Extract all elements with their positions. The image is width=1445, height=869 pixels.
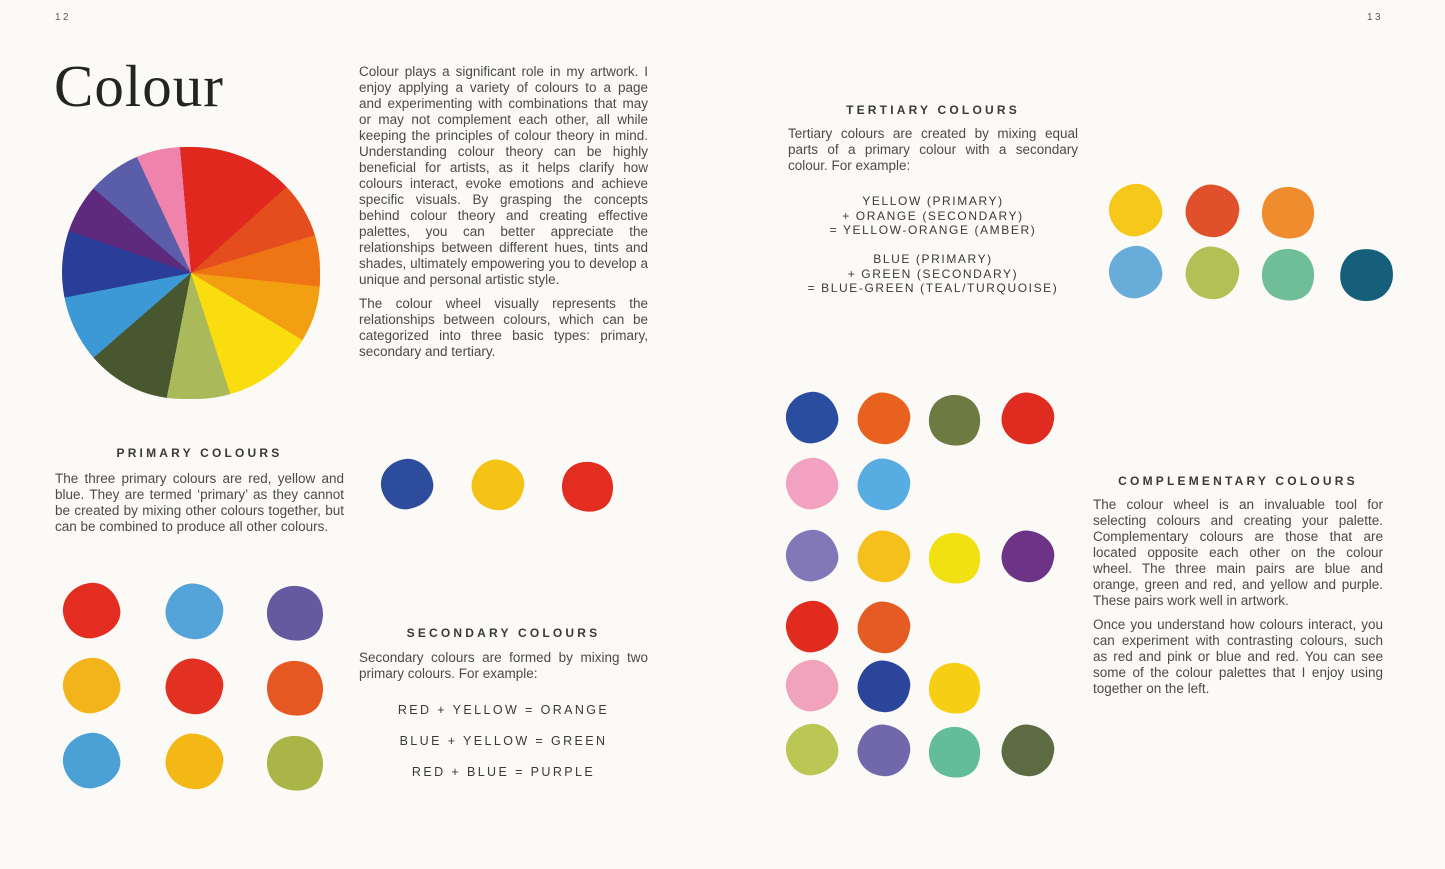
intro-paragraph-1: Colour plays a significant role in my artwork. I enjoy applying a variety of colours to a page and experimenting with combinations that may or may not complement each other, all while keeping the principles of colour theory in mind. Understanding colour theory can be highly beneficial for artists, as it helps clarify how colours interact, evoke emotions and achieve specific visuals. By grasping the concepts behind colour theory and creating effective palettes, you can better appreciate the relationships between different hues, tints and shades, ultimately empowering you to develop a unique and personal artistic style. xyxy=(359,64,648,287)
primary-colours-heading: PRIMARY COLOURS xyxy=(116,446,283,460)
sky-blue-dot xyxy=(160,579,227,645)
tertiary-colours-paragraph: Tertiary colours are created by mixing equal parts of a primary colour with a secondary colour. For example: xyxy=(788,126,1078,173)
swatch-row xyxy=(786,392,1054,443)
yellow-dot xyxy=(1105,180,1165,240)
formula-line: + GREEN (SECONDARY) xyxy=(847,266,1019,281)
vermillion-dot xyxy=(1181,180,1244,242)
sky-blue-dot xyxy=(59,729,124,792)
red-dot xyxy=(554,453,622,520)
equation-line: RED + YELLOW = ORANGE xyxy=(397,703,610,717)
formula-line: = YELLOW-ORANGE (AMBER) xyxy=(829,223,1037,237)
formula-line: + ORANGE (SECONDARY) xyxy=(842,208,1024,223)
violet-dot xyxy=(258,577,332,650)
formula-line: BLUE (PRIMARY) xyxy=(873,252,993,266)
yellow-dot xyxy=(921,654,989,722)
complementary-colours-heading: COMPLEMENTARY COLOURS xyxy=(1118,474,1358,488)
blue-dot xyxy=(377,455,436,513)
violet-dot xyxy=(853,720,914,781)
primary-colours-paragraph: The three primary colours are red, yellow and blue. They are termed ‘primary’ as they cannot be created by mixing other colours together, but can be combined to produce all other colours. xyxy=(55,471,344,534)
page-number-left: 12 xyxy=(55,12,72,23)
sky-blue-dot xyxy=(853,454,914,515)
pink-dot xyxy=(782,454,841,513)
formula-line: YELLOW (PRIMARY) xyxy=(862,194,1004,208)
amber-dot xyxy=(59,654,124,717)
dark-olive-dot xyxy=(997,720,1058,781)
yellow-dot xyxy=(921,524,989,592)
yellow-green-dot xyxy=(782,720,841,779)
page-number-right: 13 xyxy=(1367,12,1384,23)
yellow-dot xyxy=(467,455,528,515)
swatch-row xyxy=(1109,184,1393,236)
swatch-row xyxy=(786,530,1054,581)
palette-swatch-grid xyxy=(786,392,1054,775)
navy-dot xyxy=(853,656,914,717)
light-blue-dot xyxy=(1105,242,1165,302)
navy-dot xyxy=(782,388,841,447)
equation-line: RED + BLUE = PURPLE xyxy=(411,765,596,779)
yellow-green-dot xyxy=(258,727,332,800)
orange-dot xyxy=(1253,178,1323,247)
swatch-row xyxy=(786,601,1054,652)
complementary-paragraph-1: The colour wheel is an invaluable tool for selecting colours and creating your palette. Complementary colours are those that are located opposite each other on the colour wheel. The three main pairs are blue and orange, green and red, and yellow and purple. These pairs work well in artwork. xyxy=(1093,497,1383,608)
red-dot xyxy=(782,597,841,656)
complementary-text-block xyxy=(1093,497,1383,697)
primary-dots-row xyxy=(381,459,621,509)
secondary-equations xyxy=(359,703,648,779)
orange-dot xyxy=(853,597,914,658)
purple-dot xyxy=(997,526,1058,587)
red-dot xyxy=(59,579,124,642)
secondary-colours-paragraph: Secondary colours are formed by mixing two primary colours. For example: xyxy=(359,650,648,681)
equation-line: BLUE + YELLOW = GREEN xyxy=(399,734,608,748)
tertiary-formula-2 xyxy=(788,252,1078,296)
page-title: Colour xyxy=(54,53,224,119)
orange-dot xyxy=(853,388,914,449)
complementary-paragraph-2: Once you understand how colours interact, you can experiment with contrasting colours, such as red and pink or blue and red. You can see some of the colour palettes that I enjoy using together on the left. xyxy=(1093,617,1383,696)
tertiary-formula-1 xyxy=(788,194,1078,238)
seafoam-dot xyxy=(1253,240,1323,309)
lavender-dot xyxy=(782,526,841,585)
swatch-row xyxy=(63,733,325,788)
intro-text-block xyxy=(359,64,648,360)
colour-wheel-illustration xyxy=(62,147,320,399)
swatch-row xyxy=(63,658,325,713)
amber-dot xyxy=(853,526,914,587)
yellow-green-dot xyxy=(1181,242,1244,304)
seafoam-dot xyxy=(921,718,989,786)
orange-red-dot xyxy=(258,652,332,725)
red-dot xyxy=(160,654,227,720)
olive-dot xyxy=(921,386,989,454)
swatch-row xyxy=(63,583,325,638)
swatch-row xyxy=(786,458,1054,509)
swatch-row xyxy=(786,724,1054,775)
intro-paragraph-2: The colour wheel visually represents the relationships between colours, which can be categorized into three basic types: primary, secondary and tertiary. xyxy=(359,296,648,359)
left-swatch-grid xyxy=(63,583,325,788)
secondary-colours-heading: SECONDARY COLOURS xyxy=(406,626,601,640)
formula-line: = BLUE-GREEN (TEAL/TURQUOISE) xyxy=(807,281,1059,295)
pink-dot xyxy=(782,656,841,715)
dark-teal-dot xyxy=(1337,246,1397,305)
swatch-row xyxy=(786,660,1054,711)
tertiary-colours-heading: TERTIARY COLOURS xyxy=(846,103,1020,117)
tertiary-swatch-rows xyxy=(1109,184,1393,298)
amber-dot xyxy=(160,729,227,795)
swatch-row xyxy=(1109,246,1393,298)
red-dot xyxy=(997,388,1058,449)
